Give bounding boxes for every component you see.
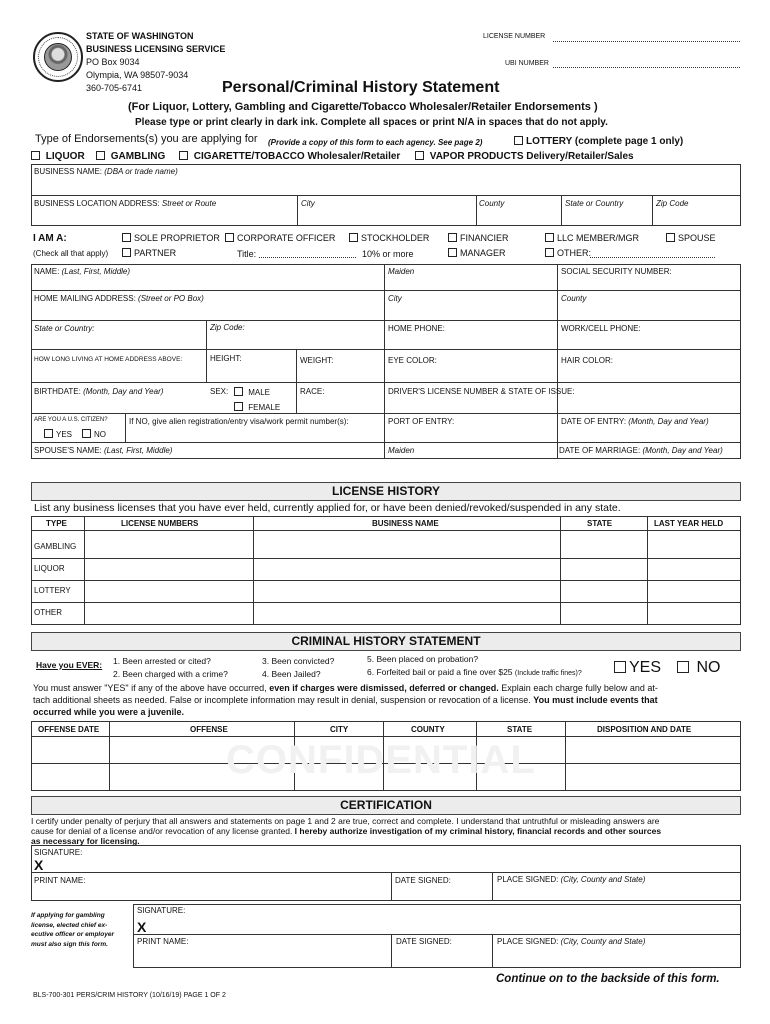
- col-disposition: DISPOSITION AND DATE: [597, 725, 692, 734]
- other-checkbox[interactable]: OTHER:: [545, 248, 591, 258]
- spouse-checkbox[interactable]: SPOUSE: [666, 233, 716, 243]
- hair-color-field[interactable]: HAIR COLOR:: [561, 356, 614, 365]
- cigarette-checkbox[interactable]: [179, 151, 400, 162]
- checkbox-icon: [234, 387, 243, 396]
- question-2: 2. Been charged with a crime?: [113, 669, 228, 679]
- checkbox-icon: [415, 151, 424, 160]
- criminal-instructions-line-3: occurred while you were a juvenile.: [33, 707, 185, 717]
- business-county-field[interactable]: County: [479, 199, 505, 208]
- checkbox-icon: [44, 429, 53, 438]
- home-county-field[interactable]: County: [561, 294, 587, 303]
- agency-line-2: BUSINESS LICENSING SERVICE: [86, 44, 226, 54]
- spouse-maiden-field[interactable]: Maiden: [388, 446, 415, 455]
- col-offense: OFFENSE: [190, 725, 228, 734]
- agency-line-4: Olympia, WA 98507-9034: [86, 70, 189, 80]
- checkbox-icon: [225, 233, 234, 242]
- col-license-numbers: LICENSE NUMBERS: [121, 519, 199, 528]
- agency-line-1: STATE OF WASHINGTON: [86, 31, 194, 41]
- col-type: TYPE: [46, 519, 67, 528]
- lottery-checkbox[interactable]: [514, 136, 683, 147]
- partner-checkbox[interactable]: PARTNER: [122, 248, 176, 258]
- print-name-field-2[interactable]: PRINT NAME:: [137, 937, 189, 946]
- citizen-no-checkbox[interactable]: NO: [82, 429, 106, 439]
- have-you-ever-label: Have you EVER:: [36, 660, 103, 670]
- citizen-yes-checkbox[interactable]: YES: [44, 429, 72, 439]
- col-offense-date: OFFENSE DATE: [38, 725, 100, 734]
- certification-text-2: cause for denial of a license and/or revocation of any license granted. I hereby authorize investigation of my criminal history, financial records and other sources: [31, 826, 662, 836]
- signature-box-2: [133, 904, 741, 968]
- how-long-field[interactable]: HOW LONG LIVING AT HOME ADDRESS ABOVE:: [34, 356, 183, 363]
- agency-line-3: PO Box 9034: [86, 57, 140, 67]
- male-checkbox[interactable]: MALE: [234, 387, 270, 397]
- endorsement-note: (Provide a copy of this form to each agency. See page 2): [268, 138, 483, 147]
- signature-box-1: [31, 845, 741, 901]
- check-all-note: (Check all that apply): [33, 249, 109, 258]
- ubi-number-field[interactable]: [553, 67, 740, 68]
- gambling-checkbox[interactable]: [96, 151, 165, 162]
- license-number-label: LICENSE NUMBER: [483, 33, 546, 40]
- agency-line-5: 360-705-6741: [86, 83, 143, 93]
- confidential-watermark: CONFIDENTIAL: [226, 738, 536, 782]
- checkbox-icon: [179, 151, 188, 160]
- gambling-label: GAMBLING: [110, 151, 166, 162]
- signature-field-2[interactable]: SIGNATURE:: [137, 906, 186, 915]
- checkbox-icon: [545, 248, 554, 257]
- signature-x-mark: X: [34, 857, 44, 873]
- title-label: Title:: [237, 249, 257, 259]
- page-title: Personal/Criminal History Statement: [222, 79, 500, 96]
- checkbox-icon: [545, 233, 554, 242]
- vapor-checkbox[interactable]: [415, 151, 634, 162]
- license-number-field[interactable]: [553, 41, 740, 42]
- col-county: COUNTY: [411, 725, 445, 734]
- alien-registration-field[interactable]: If NO, give alien registration/entry visa/work permit number(s):: [129, 417, 349, 426]
- license-history-heading: LICENSE HISTORY: [31, 482, 741, 501]
- home-city-field[interactable]: City: [388, 294, 402, 303]
- certification-text-1: I certify under penalty of perjury that all answers and statements on page 1 and 2 are true, correct and complete. I understand that untruthful or misleading answers are: [31, 816, 660, 826]
- print-name-field-1[interactable]: PRINT NAME:: [34, 876, 86, 885]
- title-field[interactable]: [259, 257, 356, 258]
- checkbox-icon: [31, 151, 40, 160]
- page-subtitle: (For Liquor, Lottery, Gambling and Cigarette/Tobacco Wholesaler/Retailer Endorsements ): [128, 101, 598, 113]
- weight-field[interactable]: WEIGHT:: [300, 356, 334, 365]
- race-field[interactable]: RACE:: [300, 387, 325, 396]
- col-state: STATE: [587, 519, 613, 528]
- place-signed-field-1[interactable]: PLACE SIGNED: (City, County and State): [497, 875, 646, 884]
- col-last-year-held: LAST YEAR HELD: [654, 519, 724, 528]
- female-checkbox[interactable]: FEMALE: [234, 402, 280, 412]
- gambling-signer-note: If applying for gambling license, elected chief ex- ecutive officer or employer must also sign this form.: [31, 912, 114, 948]
- home-address-field[interactable]: HOME MAILING ADDRESS: (Street or PO Box): [34, 294, 204, 303]
- financier-checkbox[interactable]: FINANCIER: [448, 233, 509, 243]
- port-of-entry-field[interactable]: PORT OF ENTRY:: [388, 417, 455, 426]
- checkbox-icon: [448, 248, 457, 257]
- criminal-no-checkbox[interactable]: NO: [677, 659, 720, 677]
- sex-label: SEX:: [210, 387, 229, 396]
- drivers-license-field[interactable]: DRIVER'S LICENSE NUMBER & STATE OF ISSUE:: [388, 387, 575, 396]
- col-business-name: BUSINESS NAME: [372, 519, 439, 528]
- form-id: BLS-700-301 PERS/CRIM HISTORY (10/16/19) PAGE 1 OF 2: [33, 992, 226, 999]
- checkbox-icon: [96, 151, 105, 160]
- endorsement-prompt: Type of Endorsements(s) you are applying for: [35, 133, 258, 145]
- i-am-a-label: I AM A:: [33, 233, 67, 244]
- certification-heading: CERTIFICATION: [31, 796, 741, 815]
- question-6: 6. Forfeited bail or paid a fine over $25 (Include traffic fines)?: [367, 667, 582, 677]
- business-zip-field[interactable]: Zip Code: [656, 199, 689, 208]
- business-city-field[interactable]: City: [301, 199, 315, 208]
- signature-x-mark: X: [137, 919, 147, 935]
- maiden-field[interactable]: Maiden: [388, 267, 415, 276]
- instructions: Please type or print clearly in dark ink. Complete all spaces or print N/A in spaces that do not apply.: [135, 117, 608, 128]
- business-name-label[interactable]: BUSINESS NAME: (DBA or trade name): [34, 167, 178, 176]
- checkbox-icon: [234, 402, 243, 411]
- sole-proprietor-checkbox[interactable]: SOLE PROPRIETOR: [122, 233, 220, 243]
- signature-field-1[interactable]: SIGNATURE:: [34, 848, 83, 857]
- col-city: CITY: [330, 725, 349, 734]
- question-4: 4. Been Jailed?: [262, 669, 321, 679]
- corporate-officer-checkbox[interactable]: CORPORATE OFFICER: [225, 233, 335, 243]
- question-1: 1. Been arrested or cited?: [113, 656, 211, 666]
- criminal-instructions-line-1: You must answer "YES" if any of the above have occurred, even if charges were dismissed, deferred or changed. Explain each charge fully below and at-: [33, 683, 658, 693]
- checkbox-icon: [514, 136, 523, 145]
- license-history-intro: List any business licenses that you have ever held, currently applied for, or have been denied/revoked/suspended in any state.: [34, 502, 621, 514]
- name-field[interactable]: NAME: (Last, First, Middle): [34, 267, 131, 276]
- ten-percent-label: 10% or more: [362, 249, 414, 259]
- checkbox-icon: [122, 233, 131, 242]
- date-of-marriage-field[interactable]: DATE OF MARRIAGE: (Month, Day and Year): [559, 446, 723, 455]
- date-signed-field-2[interactable]: DATE SIGNED:: [396, 937, 452, 946]
- height-field[interactable]: HEIGHT:: [210, 354, 242, 363]
- work-phone-field[interactable]: WORK/CELL PHONE:: [561, 324, 641, 333]
- vapor-label: VAPOR PRODUCTS Delivery/Retailer/Sales: [429, 151, 634, 162]
- certification-text-3: as necessary for licensing.: [31, 836, 140, 846]
- business-state-field[interactable]: State or Country: [565, 199, 624, 208]
- checkbox-icon: [122, 248, 131, 257]
- stockholder-checkbox[interactable]: STOCKHOLDER: [349, 233, 429, 243]
- continue-note: Continue on to the backside of this form.: [496, 973, 720, 985]
- license-history-table: [31, 516, 741, 625]
- col-state: STATE: [507, 725, 533, 734]
- state-seal-logo: [33, 32, 83, 82]
- place-signed-field-2[interactable]: PLACE SIGNED: (City, County and State): [497, 937, 646, 946]
- ubi-number-label: UBI NUMBER: [505, 60, 549, 67]
- liquor-checkbox[interactable]: [31, 151, 85, 162]
- birthdate-field[interactable]: BIRTHDATE: (Month, Day and Year): [34, 387, 164, 396]
- criminal-yes-checkbox[interactable]: YES: [614, 659, 661, 677]
- date-signed-field-1[interactable]: DATE SIGNED:: [395, 876, 451, 885]
- checkbox-icon: [677, 661, 689, 673]
- table-row: LOTTERY: [34, 586, 71, 595]
- citizen-label: ARE YOU A U.S. CITIZEN?: [34, 417, 108, 423]
- question-5: 5. Been placed on probation?: [367, 654, 479, 664]
- liquor-label: LIQUOR: [45, 151, 85, 162]
- checkbox-icon: [614, 661, 626, 673]
- other-field[interactable]: [590, 257, 715, 258]
- lottery-label: LOTTERY (complete page 1 only): [526, 136, 684, 147]
- eye-color-field[interactable]: EYE COLOR:: [388, 356, 437, 365]
- llc-member-checkbox[interactable]: LLC MEMBER/MGR: [545, 233, 639, 243]
- table-row: LIQUOR: [34, 564, 65, 573]
- checkbox-icon: [666, 233, 675, 242]
- ssn-field[interactable]: SOCIAL SECURITY NUMBER:: [561, 267, 672, 276]
- home-state-field[interactable]: State or Country:: [34, 324, 95, 333]
- spouse-name-field[interactable]: SPOUSE'S NAME: (Last, First, Middle): [34, 446, 173, 455]
- criminal-history-heading: CRIMINAL HISTORY STATEMENT: [31, 632, 741, 651]
- checkbox-icon: [82, 429, 91, 438]
- question-3: 3. Been convicted?: [262, 656, 335, 666]
- criminal-instructions-line-2: tach additional sheets as needed. False or incomplete information may result in denial, suspension or revocation of a license. You must include events that: [33, 695, 658, 705]
- table-row: OTHER: [34, 608, 62, 617]
- business-location-label[interactable]: BUSINESS LOCATION ADDRESS: Street or Route: [34, 199, 217, 208]
- cigarette-label: CIGARETTE/TOBACCO Wholesaler/Retailer: [193, 151, 401, 162]
- table-row: GAMBLING: [34, 542, 77, 551]
- home-phone-field[interactable]: HOME PHONE:: [388, 324, 445, 333]
- home-zip-field[interactable]: Zip Code:: [210, 323, 245, 332]
- manager-checkbox[interactable]: MANAGER: [448, 248, 506, 258]
- checkbox-icon: [349, 233, 358, 242]
- checkbox-icon: [448, 233, 457, 242]
- date-of-entry-field[interactable]: DATE OF ENTRY: (Month, Day and Year): [561, 417, 709, 426]
